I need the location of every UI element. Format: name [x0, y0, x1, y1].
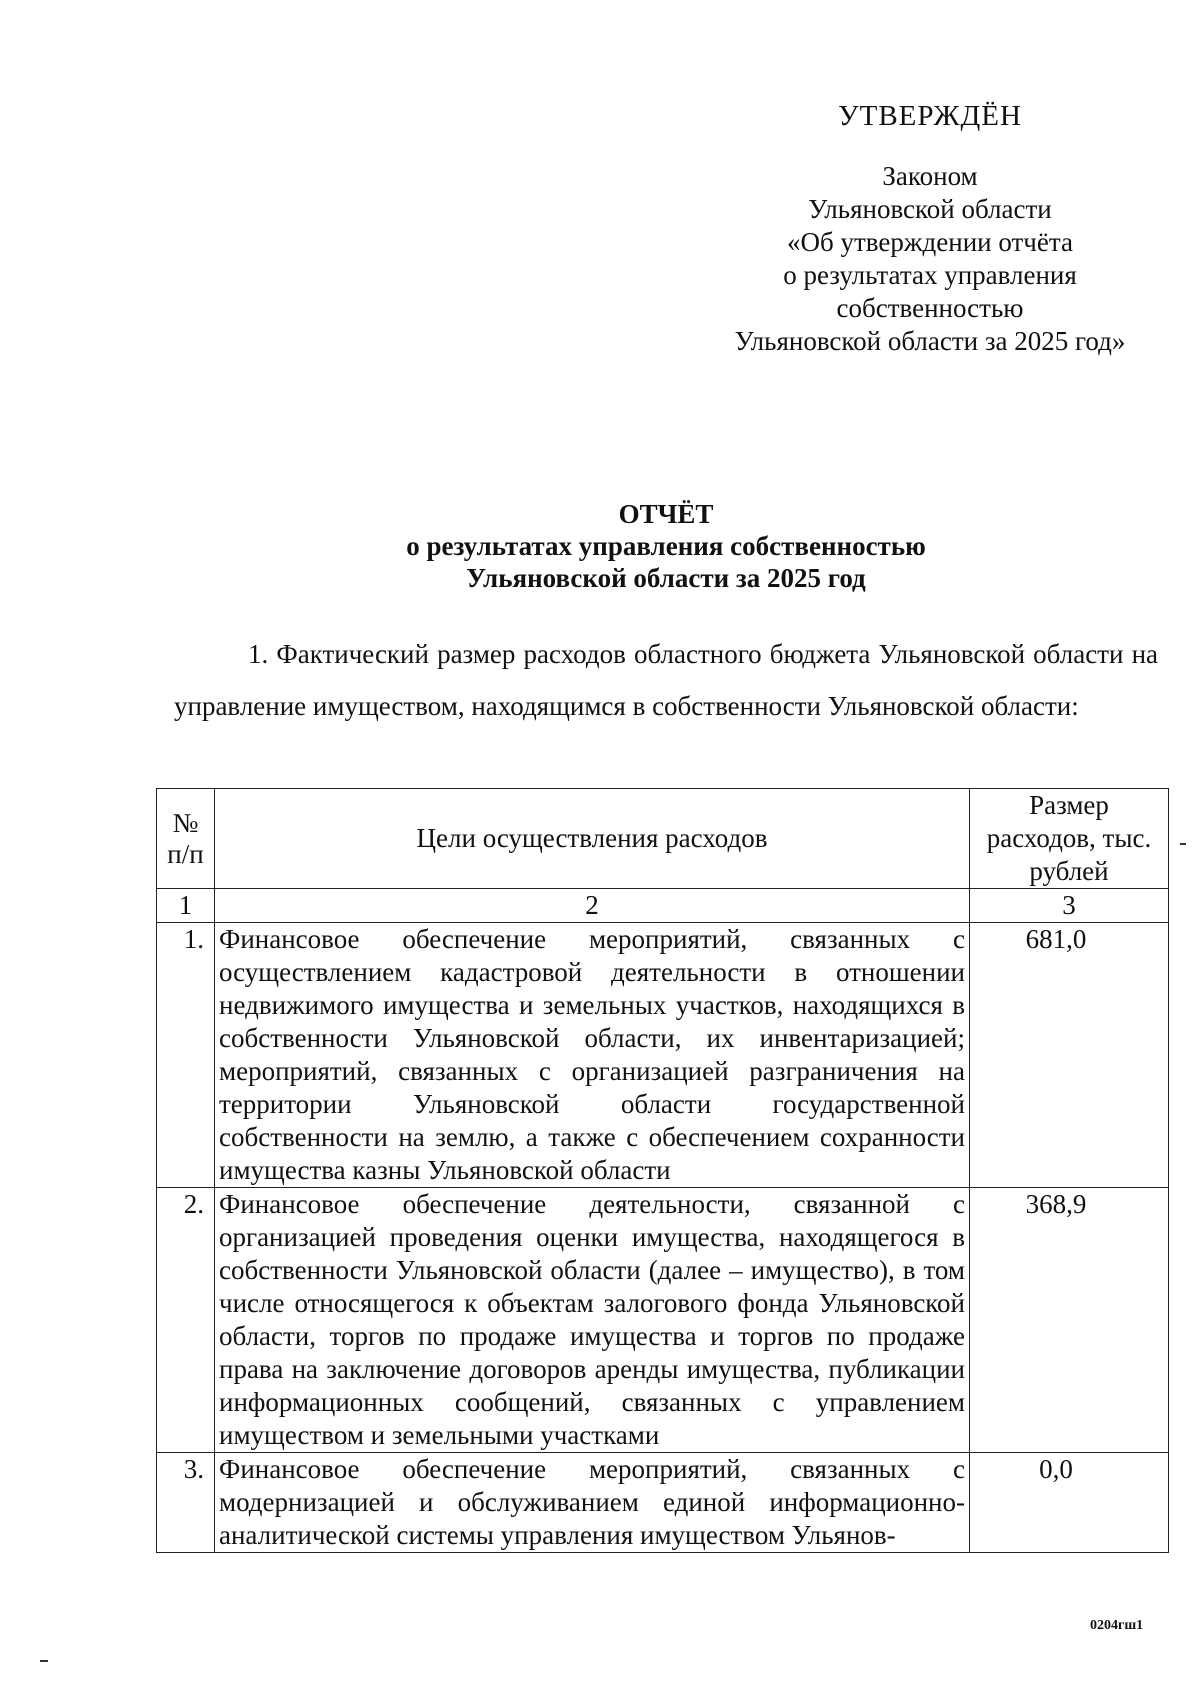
document-code: 0204гш1	[1090, 1618, 1144, 1633]
scan-artifact-mark	[1180, 843, 1186, 845]
header-amount: Размер расходов, тыс. рублей	[970, 789, 1169, 889]
table-row	[157, 923, 1169, 1188]
approval-heading: УТВЕРЖДЁН	[838, 100, 1022, 132]
row-amount: 681,0	[970, 923, 1169, 1188]
table-column-number-row	[157, 889, 1169, 923]
approval-line: «Об утверждении отчёта	[787, 227, 1073, 257]
column-number: 3	[970, 889, 1169, 923]
header-goals: Цели осуществления расходов	[215, 789, 970, 889]
row-number: 1.	[157, 923, 215, 1188]
row-goal: Финансовое обеспечение мероприятий, связанных с модернизацией и обслуживанием единой информационно-аналитической системы управления имуществом Ульянов-	[215, 1453, 970, 1553]
row-goal: Финансовое обеспечение мероприятий, связанных с осуществлением кадастровой деятельности в отношении недвижимого имущества и земельных участков, находящихся в собственности Ульяновской области, их инвентаризацией; мероприятий, связанных с организацией разграничения на территории Ульяновской области государственной собственности на землю, а также с обеспечением сохранности имущества казны Ульяновской области	[215, 923, 970, 1188]
approval-line: о результатах управления	[783, 260, 1077, 290]
approval-line: Ульяновской области	[808, 194, 1052, 224]
report-subtitle-line: о результатах управления собственностью	[406, 531, 926, 561]
report-title: ОТЧЁТ	[618, 499, 714, 529]
scan-artifact-mark	[40, 1660, 48, 1662]
approval-line: собственностью	[836, 293, 1024, 323]
row-number: 3.	[157, 1453, 215, 1553]
intro-paragraph: 1. Фактический размер расходов областного бюджета Ульяновской области на управление имуществом, находящимся в собственности Ульяновской области:	[174, 639, 1158, 721]
table-header-row	[157, 789, 1169, 889]
approval-block	[700, 100, 1160, 358]
row-amount: 0,0	[970, 1453, 1169, 1553]
report-subtitle-line: Ульяновской области за 2025 год	[466, 563, 866, 593]
row-number: 2.	[157, 1188, 215, 1453]
report-title-block	[174, 498, 1158, 594]
header-number: № п/п	[157, 789, 215, 889]
expenses-table	[156, 788, 1169, 1553]
table-row	[157, 1453, 1169, 1553]
table-row	[157, 1188, 1169, 1453]
approval-line: Ульяновской области за 2025 год»	[734, 326, 1126, 356]
approval-line: Законом	[882, 161, 978, 191]
row-goal: Финансовое обеспечение деятельности, связанной с организацией проведения оценки имущества, находящегося в собственности Ульяновской области (далее – имущество), в том числе относящегося к объектам залогового фонда Ульяновской области, торгов по продаже имущества и торгов по продаже права на заключение договоров аренды имущества, публикации информационных сообщений, связанных с управлением имуществом и земельными участками	[215, 1188, 970, 1453]
column-number: 1	[157, 889, 215, 923]
row-amount: 368,9	[970, 1188, 1169, 1453]
column-number: 2	[215, 889, 970, 923]
expenses-table-wrapper	[156, 788, 1168, 1553]
